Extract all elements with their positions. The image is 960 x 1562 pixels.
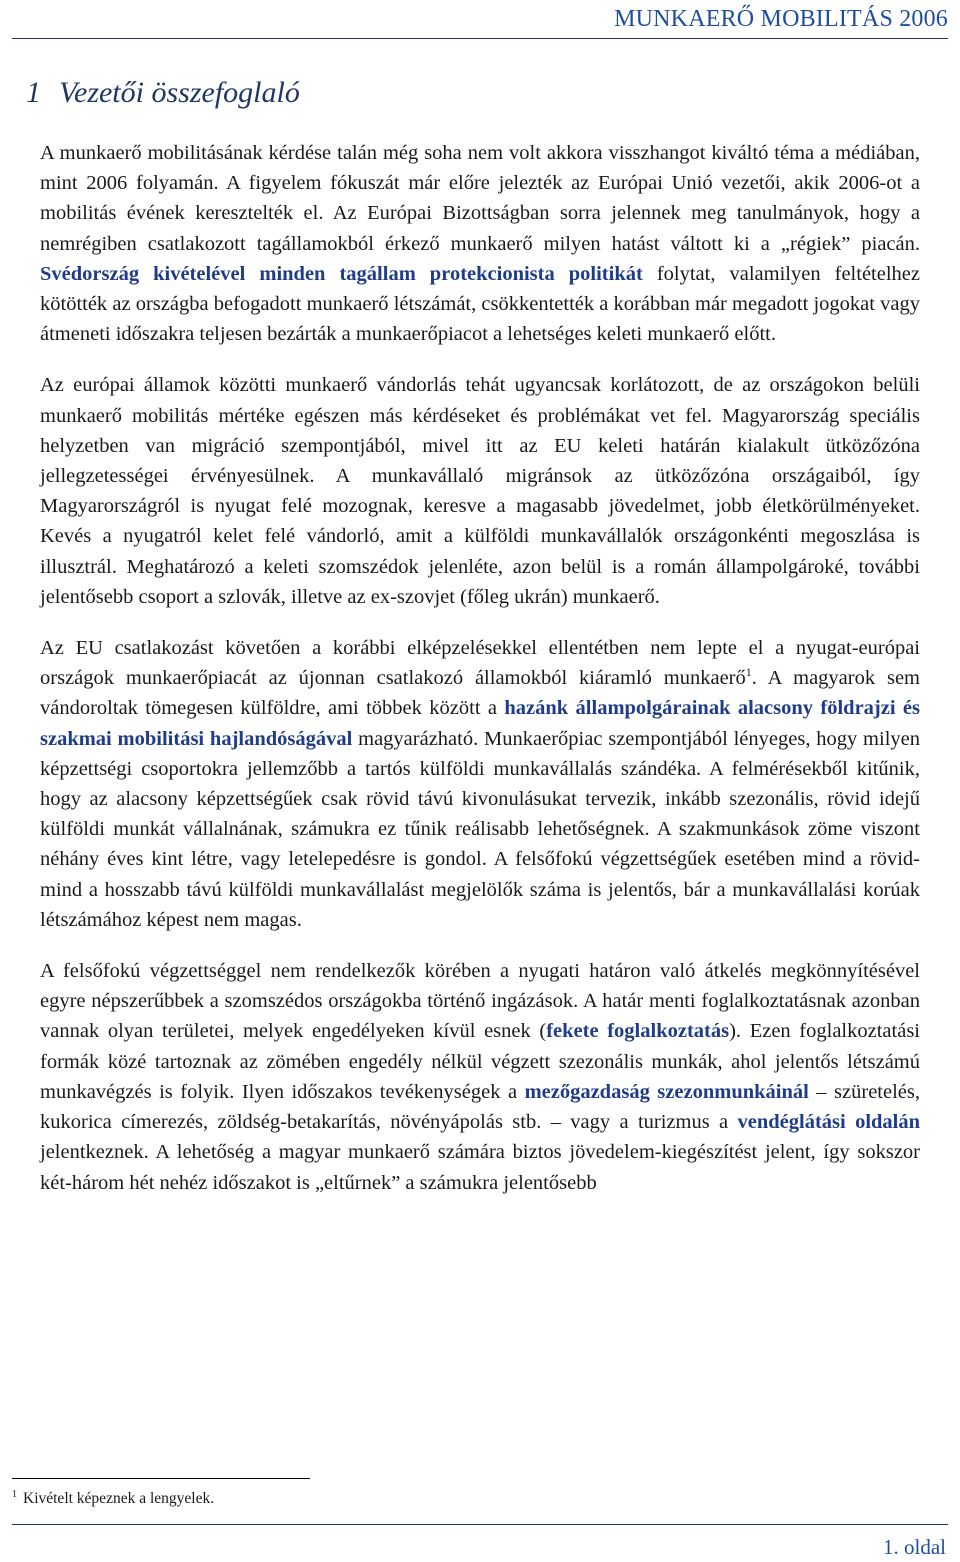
highlighted-text: hazánk állampolgárainak alacsony földrajzi és szakmai mobilitási hajlandóságával (40, 697, 920, 750)
paragraph-3 (40, 633, 920, 935)
text-run: . A magyarok sem vándoroltak tömegesen külföldre, ami többek között a (40, 667, 920, 720)
highlighted-text: fekete foglalkoztatás (546, 1020, 730, 1043)
highlighted-text: vendéglátási oldalán (737, 1111, 921, 1134)
highlighted-text: mezőgazdaság szezonmunkáinál (524, 1080, 809, 1103)
paragraph-1 (40, 138, 920, 349)
footnote-text: Kivételt képeznek a lengyelek. (23, 1490, 215, 1507)
paragraph-2 (40, 370, 920, 612)
running-header-title: MUNKAERŐ MOBILITÁS 2006 (614, 6, 948, 32)
text-run: ). Ezen foglalkoztatási formák közé tartoznak az zömében engedély nélkül végzett szezonális munkák, ahol jelentős létszámú munkavégzés is folyik. Ilyen időszakos tevékenységek a (40, 1020, 920, 1103)
text-run: Az EU csatlakozást követően a korábbi elképzelésekkel ellentétben nem lepte el a nyugat-európai országok munkaerőpiacát az újonnan csatlakozó államokból kiáramló munkaerő (40, 637, 920, 690)
highlighted-text: Svédország kivételével minden tagállam protekcionista politikát (40, 262, 643, 285)
text-run: Az európai államok közötti munkaerő vándorlás tehát ugyancsak korlátozott, de az országokon belüli munkaerő mobilitás mértéke egészen más kérdéseket és problémákat vet fel. Magyarország speciális helyzetben van migráció szempontjából, mivel itt az EU keleti határán kialakult ütközőzóna jellegzetességei érvényesülnek. A munkavállaló migránsok az ütközőzóna országaiból, így Magyarországról is nyugat felé mozognak, keresve a magasabb jövedelmet, jobb életkörülményeket. Kevés a nyugatról kelet felé vándorló, amit a külföldi munkavállalók országonkénti megoszlása is illusztrál. Meghatározó a keleti szomszédok jelenléte, azon belül is a román állampolgároké, további jelentősebb csoport a szlovák, illetve az ex-szovjet (főleg ukrán) munkaerő. (40, 374, 920, 608)
page-number: 1. oldal (883, 1535, 946, 1559)
body-text (40, 138, 920, 1219)
footnote-reference[interactable]: 1 (745, 665, 752, 680)
chapter-heading (26, 76, 300, 110)
footer-separator (12, 1524, 948, 1525)
footnote-separator (12, 1478, 310, 1479)
text-run: A felsőfokú végzettséggel nem rendelkezők körében a nyugati határon való átkelés megkönnyítésével egyre népszerűbbek a szomszédos országokba történő ingázások. A határ menti foglalkoztatásnak azonban vannak olyan területei, melyek engedélyeken kívül esnek ( (40, 960, 920, 1043)
text-run: jelentkeznek. A lehetőség a magyar munkaerő számára biztos jövedelem-kiegészítést jelent, így sokszor két-három hét nehéz időszakot is „eltűrnek” a számukra jelentősebb (40, 1141, 920, 1194)
page-header (12, 0, 948, 39)
chapter-number: 1 (26, 76, 41, 109)
footnote (12, 1490, 214, 1508)
text-run: A munkaerő mobilitásának kérdése talán még soha nem volt akkora visszhangot kiváltó téma a médiában, mint 2006 folyamán. A figyelem fókuszát már előre jelezték az Európai Unió vezetői, akik 2006-ot a mobilitás évének keresztelték el. Az Európai Bizottságban sorra jelennek meg tanulmányok, hogy a nemrégiben csatlakozott tagállamokból érkező munkaerő milyen hatást váltott ki a „régiek” piacán. (40, 142, 920, 255)
paragraph-4 (40, 956, 920, 1198)
text-run: magyarázható. Munkaerőpiac szempontjából lényeges, hogy milyen képzettségi csoportokra jellemzőbb a tartós külföldi munkavállalás szándéka. A felmérésekből kitűnik, hogy az alacsony képzettségűek csak rövid távú kivonulásukat tervezik, inkább szezonális, rövid idejű külföldi munkát vállalnának, számukra ez tűnik reálisabb lehetőségnek. A szakmunkások zöme viszont néhány éves kint létre, vagy letelepedésre is gondol. A felsőfokú végzettségűek esetében mind a rövid- mind a hosszabb távú külföldi munkavállalást megjelölők száma is jelentős, bár a munkavállalási korúak létszámához képest nem magas. (40, 727, 920, 931)
text-run: – szüretelés, kukorica címerezés, zöldség-betakarítás, növényápolás stb. – vagy a turizmus a (40, 1080, 921, 1134)
text-run: folytat, valamilyen feltételhez kötötték az országba befogadott munkaerő létszámát, csökkentették a korábban már megadott jogokat vagy átmeneti időszakra teljesen bezárták a munkaerőpiacot a lehetséges keleti munkaerő előtt. (40, 262, 920, 346)
footnote-marker: 1 (12, 1488, 17, 1500)
chapter-title: Vezetői összefoglaló (59, 76, 300, 109)
